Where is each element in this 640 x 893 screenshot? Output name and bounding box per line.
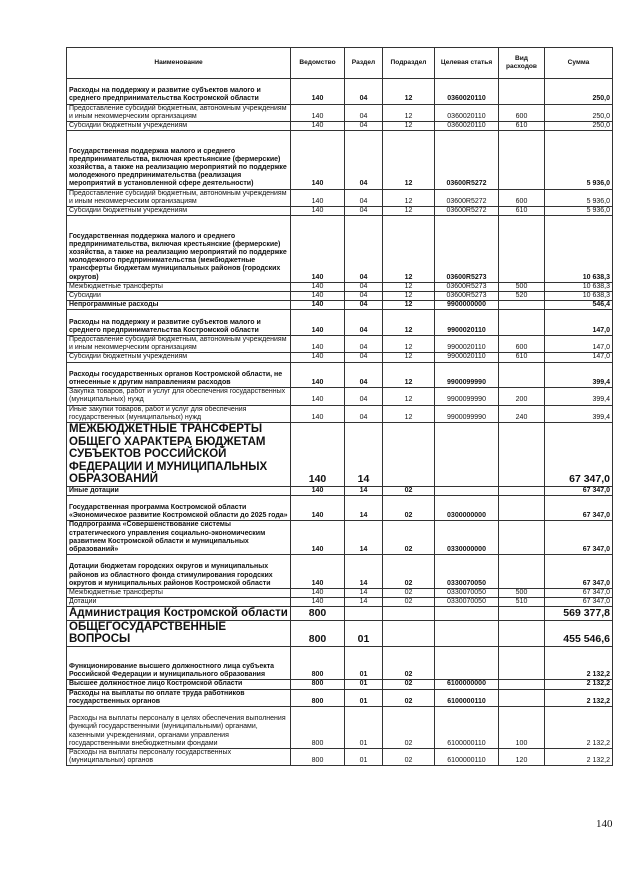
cell-amount: 67 347,0 — [545, 495, 613, 521]
table-row — [67, 680, 613, 689]
cell-name: Предоставление субсидий бюджетным, автономным учреждениям и иным некоммерческим организациям — [67, 104, 291, 121]
cell-expense-type — [499, 620, 545, 646]
cell-department: 140 — [291, 521, 345, 555]
cell-section: 01 — [345, 620, 383, 646]
cell-amount: 10 638,3 — [545, 282, 613, 291]
cell-department: 800 — [291, 680, 345, 689]
cell-target-article: 9900020110 — [435, 336, 499, 353]
cell-amount: 250,0 — [545, 104, 613, 121]
header-amount: Сумма — [545, 48, 613, 79]
cell-expense-type — [499, 79, 545, 105]
cell-subsection: 02 — [383, 598, 435, 607]
cell-name: Расходы на поддержку и развитие субъектов малого и среднего предпринимательства Костромской области — [67, 310, 291, 336]
cell-target-article: 9900099990 — [435, 405, 499, 422]
cell-department: 800 — [291, 707, 345, 749]
cell-subsection — [383, 607, 435, 621]
cell-amount: 5 936,0 — [545, 189, 613, 206]
cell-amount: 546,4 — [545, 301, 613, 310]
cell-expense-type — [499, 607, 545, 621]
cell-name: Предоставление субсидий бюджетным, автономным учреждениям и иным некоммерческим организациям — [67, 189, 291, 206]
cell-name: Предоставление субсидий бюджетным, автономным учреждениям и иным некоммерческим организациям — [67, 336, 291, 353]
cell-subsection: 02 — [383, 707, 435, 749]
cell-subsection: 12 — [383, 292, 435, 301]
cell-subsection: 12 — [383, 189, 435, 206]
table-row — [67, 79, 613, 105]
cell-target-article: 6100000110 — [435, 749, 499, 766]
cell-department: 140 — [291, 79, 345, 105]
cell-subsection: 02 — [383, 521, 435, 555]
cell-expense-type — [499, 521, 545, 555]
cell-target-article — [435, 423, 499, 487]
cell-subsection: 12 — [383, 362, 435, 388]
cell-target-article: 9900000000 — [435, 301, 499, 310]
cell-name: Непрограммные расходы — [67, 301, 291, 310]
cell-section: 04 — [345, 301, 383, 310]
table-row — [67, 388, 613, 405]
cell-section: 04 — [345, 131, 383, 189]
table-body — [67, 79, 613, 766]
table-row — [67, 646, 613, 680]
cell-section: 01 — [345, 749, 383, 766]
cell-name: Иные закупки товаров, работ и услуг для обеспечения государственных (муниципальных) нужд — [67, 405, 291, 422]
cell-subsection: 12 — [383, 207, 435, 216]
cell-department: 140 — [291, 207, 345, 216]
cell-department: 140 — [291, 131, 345, 189]
cell-amount: 5 936,0 — [545, 131, 613, 189]
cell-subsection: 12 — [383, 405, 435, 422]
cell-section: 04 — [345, 207, 383, 216]
cell-name: Межбюджетные трансферты — [67, 282, 291, 291]
cell-name: Подпрограмма «Совершенствование системы стратегического управления социально-экономическим развитием Костромской области и муниципальных образований» — [67, 521, 291, 555]
cell-target-article: 0330070050 — [435, 555, 499, 589]
cell-expense-type — [499, 362, 545, 388]
table-row — [67, 310, 613, 336]
cell-subsection: 02 — [383, 646, 435, 680]
table-row — [67, 216, 613, 283]
cell-amount: 67 347,0 — [545, 521, 613, 555]
table-row — [67, 122, 613, 131]
cell-target-article: 0360020110 — [435, 104, 499, 121]
cell-section: 04 — [345, 388, 383, 405]
budget-table — [66, 47, 613, 766]
cell-department: 140 — [291, 495, 345, 521]
cell-amount: 2 132,2 — [545, 680, 613, 689]
cell-expense-type — [499, 423, 545, 487]
cell-amount: 5 936,0 — [545, 207, 613, 216]
cell-name: Субсидии бюджетным учреждениям — [67, 122, 291, 131]
header-expense-type: Вид расходов — [499, 48, 545, 79]
cell-target-article: 03600R5273 — [435, 282, 499, 291]
cell-amount: 147,0 — [545, 310, 613, 336]
cell-section — [345, 607, 383, 621]
cell-department: 140 — [291, 405, 345, 422]
cell-target-article — [435, 486, 499, 495]
table-row — [67, 131, 613, 189]
cell-name: Расходы на выплаты персоналу в целях обеспечения выполнения функций государственными (муниципальными) органами, казенными учреждениями, органами управления государственными внебюджетными фондами — [67, 707, 291, 749]
cell-name: Функционирование высшего должностного лица субъекта Российской Федерации и муниципального образования — [67, 646, 291, 680]
cell-subsection: 12 — [383, 131, 435, 189]
cell-expense-type: 610 — [499, 207, 545, 216]
cell-section: 04 — [345, 189, 383, 206]
table-row — [67, 486, 613, 495]
cell-section: 04 — [345, 362, 383, 388]
cell-expense-type: 610 — [499, 353, 545, 362]
cell-name: Государственная поддержка малого и среднего предпринимательства, включая крестьянские (фермерские) хозяйства, а также на реализацию мероприятий по поддержке молодежного предпринимательства (межбюджетные трансферты бюджетам муниципальных районов (городских округов) — [67, 216, 291, 283]
cell-subsection: 02 — [383, 749, 435, 766]
cell-amount: 250,0 — [545, 122, 613, 131]
cell-target-article: 6100000110 — [435, 689, 499, 706]
cell-target-article: 0300000000 — [435, 495, 499, 521]
cell-expense-type — [499, 486, 545, 495]
cell-section: 04 — [345, 336, 383, 353]
cell-target-article: 03600R5273 — [435, 292, 499, 301]
cell-subsection: 12 — [383, 122, 435, 131]
cell-department: 800 — [291, 689, 345, 706]
cell-amount: 250,0 — [545, 79, 613, 105]
cell-subsection — [383, 423, 435, 487]
cell-section: 04 — [345, 104, 383, 121]
cell-name: Государственная программа Костромской области «Экономическое развитие Костромской области до 2025 года» — [67, 495, 291, 521]
cell-target-article: 03600R5272 — [435, 207, 499, 216]
cell-subsection: 12 — [383, 301, 435, 310]
cell-department: 800 — [291, 749, 345, 766]
cell-amount: 67 347,0 — [545, 598, 613, 607]
cell-amount: 2 132,2 — [545, 707, 613, 749]
cell-section: 04 — [345, 282, 383, 291]
cell-subsection — [383, 620, 435, 646]
cell-section: 01 — [345, 646, 383, 680]
header-section: Раздел — [345, 48, 383, 79]
cell-target-article: 0360020110 — [435, 79, 499, 105]
cell-department: 140 — [291, 486, 345, 495]
cell-section: 14 — [345, 521, 383, 555]
cell-target-article: 9900099990 — [435, 388, 499, 405]
cell-section: 14 — [345, 555, 383, 589]
table-row — [67, 405, 613, 422]
header-subsection: Подраздел — [383, 48, 435, 79]
cell-name: Расходы на поддержку и развитие субъектов малого и среднего предпринимательства Костромской области — [67, 79, 291, 105]
cell-amount: 2 132,2 — [545, 749, 613, 766]
cell-subsection: 12 — [383, 104, 435, 121]
table-row — [67, 588, 613, 597]
table-row — [67, 598, 613, 607]
cell-name: Субсидии — [67, 292, 291, 301]
cell-expense-type — [499, 646, 545, 680]
cell-department: 140 — [291, 353, 345, 362]
cell-target-article: 0330070050 — [435, 598, 499, 607]
cell-subsection: 12 — [383, 282, 435, 291]
cell-department: 800 — [291, 620, 345, 646]
cell-target-article: 03600R5272 — [435, 189, 499, 206]
cell-amount: 2 132,2 — [545, 646, 613, 680]
cell-expense-type: 600 — [499, 336, 545, 353]
cell-name: Расходы на выплаты по оплате труда работников государственных органов — [67, 689, 291, 706]
cell-target-article: 6100000000 — [435, 680, 499, 689]
table-row — [67, 521, 613, 555]
cell-target-article: 9900099990 — [435, 362, 499, 388]
cell-subsection: 12 — [383, 310, 435, 336]
cell-name: Субсидии бюджетным учреждениям — [67, 207, 291, 216]
cell-target-article — [435, 646, 499, 680]
cell-department: 140 — [291, 310, 345, 336]
cell-target-article: 9900020110 — [435, 310, 499, 336]
cell-amount: 67 347,0 — [545, 423, 613, 487]
cell-department: 140 — [291, 216, 345, 283]
cell-expense-type — [499, 310, 545, 336]
table-row — [67, 555, 613, 589]
cell-name: МЕЖБЮДЖЕТНЫЕ ТРАНСФЕРТЫ ОБЩЕГО ХАРАКТЕРА БЮДЖЕТАМ СУБЪЕКТОВ РОССИЙСКОЙ ФЕДЕРАЦИИ И МУНИЦИПАЛЬНЫХ ОБРАЗОВАНИЙ — [67, 423, 291, 487]
cell-department: 140 — [291, 388, 345, 405]
cell-department: 140 — [291, 555, 345, 589]
cell-name: Расходы на выплаты персоналу государственных (муниципальных) органов — [67, 749, 291, 766]
table-row — [67, 336, 613, 353]
cell-name: Высшее должностное лицо Костромской области — [67, 680, 291, 689]
cell-section: 14 — [345, 423, 383, 487]
cell-expense-type — [499, 216, 545, 283]
cell-section: 01 — [345, 689, 383, 706]
cell-expense-type: 100 — [499, 707, 545, 749]
cell-department: 140 — [291, 104, 345, 121]
budget-sheet — [66, 47, 612, 766]
cell-expense-type: 610 — [499, 122, 545, 131]
cell-name: Расходы государственных органов Костромской области, не отнесенные к другим направлениям расходов — [67, 362, 291, 388]
cell-name: Администрация Костромской области — [67, 607, 291, 621]
header-target-article: Целевая статья — [435, 48, 499, 79]
cell-expense-type: 520 — [499, 292, 545, 301]
cell-target-article: 03600R5273 — [435, 216, 499, 283]
cell-amount: 147,0 — [545, 336, 613, 353]
cell-department: 140 — [291, 122, 345, 131]
table-row — [67, 282, 613, 291]
cell-expense-type: 500 — [499, 588, 545, 597]
cell-target-article: 6100000110 — [435, 707, 499, 749]
cell-section: 04 — [345, 353, 383, 362]
cell-name: Государственная поддержка малого и среднего предпринимательства, включая крестьянские (фермерские) хозяйства, а также на реализацию мероприятий по поддержке молодежного предпринимательства (реализация мероприятий в установленной сфере деятельности) — [67, 131, 291, 189]
cell-name: Дотации — [67, 598, 291, 607]
cell-name: Межбюджетные трансферты — [67, 588, 291, 597]
cell-section: 04 — [345, 310, 383, 336]
cell-expense-type: 240 — [499, 405, 545, 422]
cell-section: 04 — [345, 79, 383, 105]
cell-expense-type: 120 — [499, 749, 545, 766]
cell-amount: 10 638,3 — [545, 216, 613, 283]
table-row — [67, 607, 613, 621]
cell-amount: 67 347,0 — [545, 555, 613, 589]
table-row — [67, 689, 613, 706]
cell-department: 800 — [291, 607, 345, 621]
cell-amount: 67 347,0 — [545, 588, 613, 597]
cell-department: 140 — [291, 423, 345, 487]
cell-expense-type: 500 — [499, 282, 545, 291]
cell-subsection: 12 — [383, 79, 435, 105]
header-name: Наименование — [67, 48, 291, 79]
cell-section: 14 — [345, 495, 383, 521]
table-row — [67, 207, 613, 216]
cell-expense-type — [499, 495, 545, 521]
table-row — [67, 423, 613, 487]
cell-target-article: 03600R5272 — [435, 131, 499, 189]
table-row — [67, 749, 613, 766]
table-row — [67, 292, 613, 301]
cell-section: 04 — [345, 405, 383, 422]
cell-section: 01 — [345, 680, 383, 689]
cell-name: Закупка товаров, работ и услуг для обеспечения государственных (муниципальных) нужд — [67, 388, 291, 405]
cell-name: Дотации бюджетам городских округов и муниципальных районов из областного фонда стимулирования городских округов и муниципальных районов Костромской области — [67, 555, 291, 589]
cell-section: 04 — [345, 216, 383, 283]
cell-section: 14 — [345, 588, 383, 597]
cell-expense-type: 200 — [499, 388, 545, 405]
cell-amount: 569 377,8 — [545, 607, 613, 621]
cell-subsection: 02 — [383, 680, 435, 689]
header-row — [67, 48, 613, 79]
cell-subsection: 02 — [383, 495, 435, 521]
cell-name: ОБЩЕГОСУДАРСТВЕННЫЕ ВОПРОСЫ — [67, 620, 291, 646]
cell-expense-type — [499, 131, 545, 189]
cell-name: Иные дотации — [67, 486, 291, 495]
cell-section: 04 — [345, 122, 383, 131]
cell-amount: 399,4 — [545, 362, 613, 388]
cell-section: 04 — [345, 292, 383, 301]
cell-expense-type: 510 — [499, 598, 545, 607]
cell-subsection: 12 — [383, 353, 435, 362]
table-row — [67, 362, 613, 388]
cell-section: 14 — [345, 486, 383, 495]
page-number: 140 — [596, 818, 613, 830]
cell-section: 14 — [345, 598, 383, 607]
cell-department: 800 — [291, 646, 345, 680]
table-row — [67, 301, 613, 310]
cell-expense-type: 600 — [499, 189, 545, 206]
cell-subsection: 02 — [383, 588, 435, 597]
cell-department: 140 — [291, 189, 345, 206]
table-row — [67, 620, 613, 646]
cell-department: 140 — [291, 282, 345, 291]
cell-subsection: 12 — [383, 336, 435, 353]
cell-subsection: 12 — [383, 388, 435, 405]
cell-amount: 67 347,0 — [545, 486, 613, 495]
cell-expense-type — [499, 301, 545, 310]
cell-name: Субсидии бюджетным учреждениям — [67, 353, 291, 362]
cell-department: 140 — [291, 588, 345, 597]
table-row — [67, 707, 613, 749]
cell-subsection: 02 — [383, 689, 435, 706]
cell-department: 140 — [291, 336, 345, 353]
cell-subsection: 12 — [383, 216, 435, 283]
cell-expense-type — [499, 680, 545, 689]
cell-department: 140 — [291, 292, 345, 301]
cell-department: 140 — [291, 362, 345, 388]
cell-target-article: 0330000000 — [435, 521, 499, 555]
table-row — [67, 104, 613, 121]
cell-section: 01 — [345, 707, 383, 749]
cell-target-article: 9900020110 — [435, 353, 499, 362]
cell-amount: 455 546,6 — [545, 620, 613, 646]
table-row — [67, 353, 613, 362]
cell-target-article — [435, 607, 499, 621]
cell-subsection: 02 — [383, 555, 435, 589]
cell-amount: 2 132,2 — [545, 689, 613, 706]
cell-expense-type — [499, 689, 545, 706]
cell-amount: 10 638,3 — [545, 292, 613, 301]
table-row — [67, 189, 613, 206]
cell-amount: 147,0 — [545, 353, 613, 362]
cell-target-article — [435, 620, 499, 646]
cell-expense-type: 600 — [499, 104, 545, 121]
cell-target-article: 0330070050 — [435, 588, 499, 597]
header-department: Ведомство — [291, 48, 345, 79]
table-row — [67, 495, 613, 521]
cell-amount: 399,4 — [545, 388, 613, 405]
cell-amount: 399,4 — [545, 405, 613, 422]
cell-target-article: 0360020110 — [435, 122, 499, 131]
cell-expense-type — [499, 555, 545, 589]
cell-department: 140 — [291, 301, 345, 310]
cell-department: 140 — [291, 598, 345, 607]
cell-subsection: 02 — [383, 486, 435, 495]
